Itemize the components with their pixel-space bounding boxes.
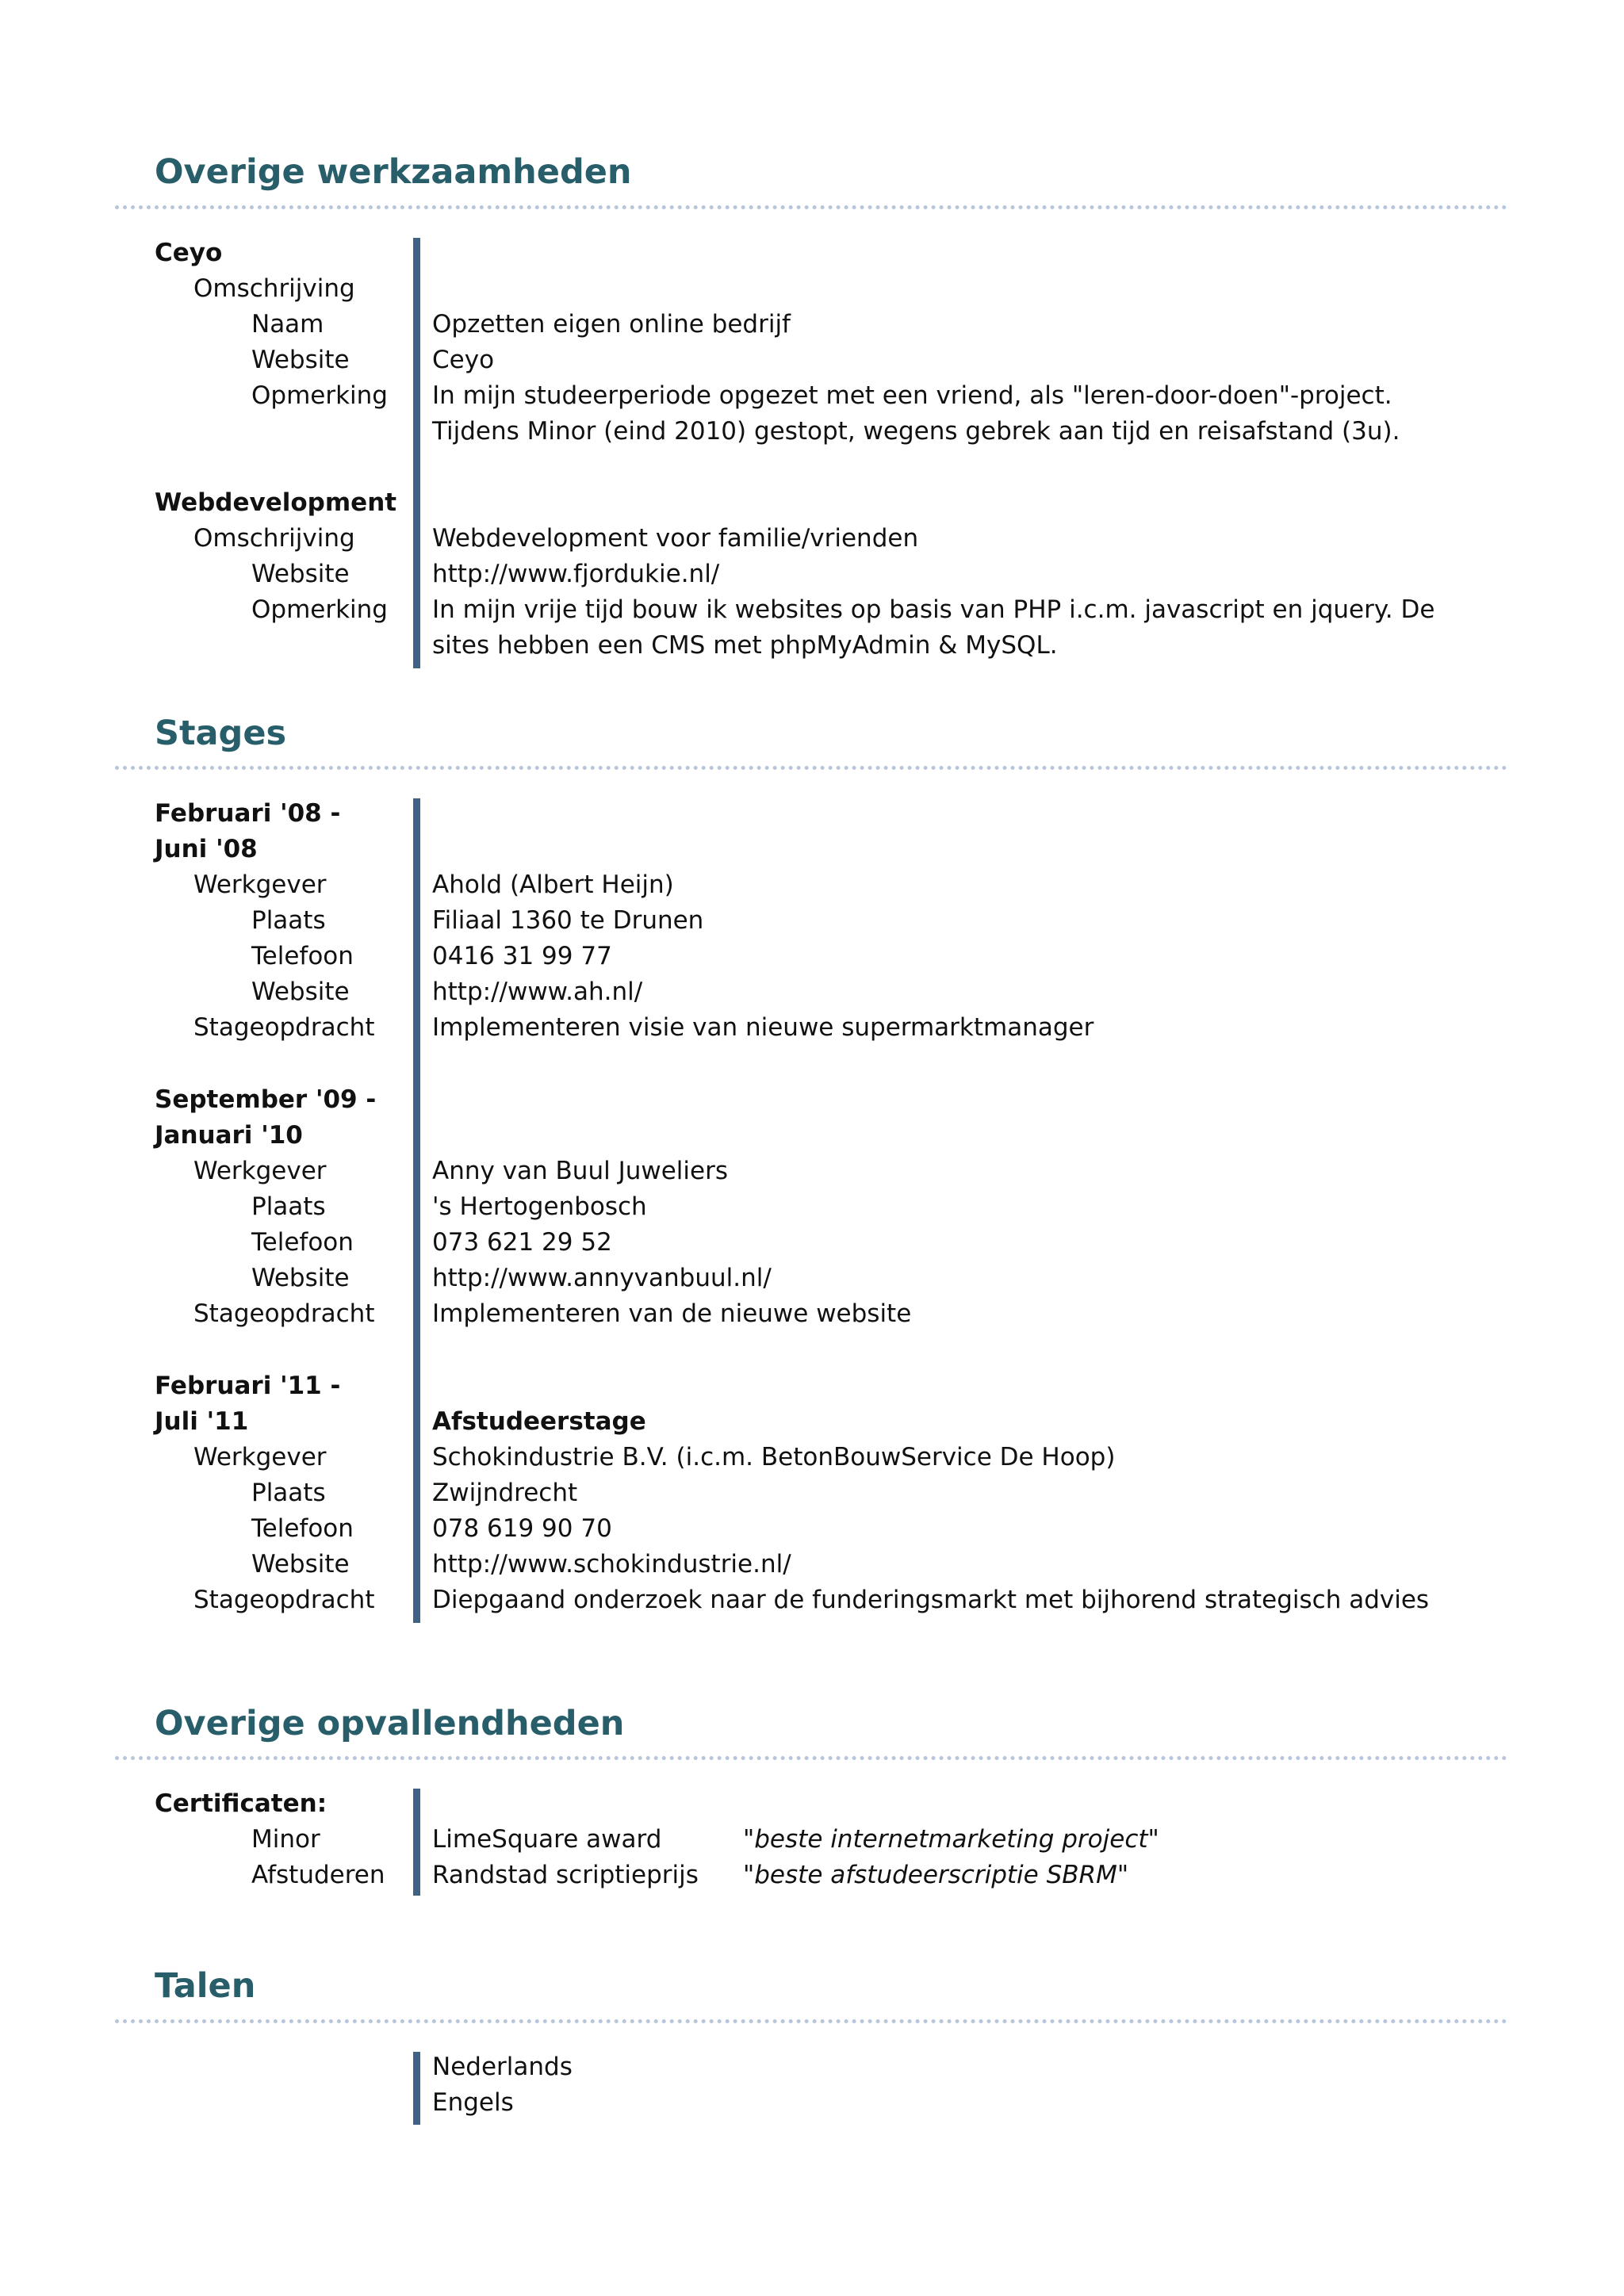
section-vertical-bar [413, 798, 420, 1623]
label-omschrijving: Omschrijving [193, 274, 355, 303]
stage-period-line1: Februari '08 - [155, 799, 341, 828]
label-werkgever: Werkgever [193, 871, 327, 899]
label-werkgever: Werkgever [193, 1157, 327, 1185]
language-item: Nederlands [432, 2053, 573, 2081]
label-plaats: Plaats [251, 906, 326, 935]
value-opmerking-line1: In mijn vrije tijd bouw ik websites op basis van PHP i.c.m. javascript en jquery. De [432, 595, 1435, 624]
label-stageopdracht: Stageopdracht [193, 1299, 375, 1328]
section-divider [115, 2019, 1507, 2023]
value-telefoon: 073 621 29 52 [432, 1228, 612, 1257]
value-omschrijving: Webdevelopment voor familie/vrienden [432, 524, 919, 553]
label-werkgever: Werkgever [193, 1443, 327, 1471]
value-website: Ceyo [432, 346, 495, 374]
value-website-link[interactable]: http://www.schokindustrie.nl/ [432, 1550, 791, 1578]
section-vertical-bar [413, 238, 420, 668]
value-opmerking-line2: sites hebben een CMS met phpMyAdmin & MySQL. [432, 631, 1058, 660]
section-divider [115, 205, 1507, 209]
value-opmerking-line2: Tijdens Minor (eind 2010) gestopt, wegens gebrek aan tijd en reisafstand (3u). [432, 417, 1400, 446]
value-website-link[interactable]: http://www.ah.nl/ [432, 978, 643, 1006]
value-certificate-name: Randstad scriptieprijs [432, 1861, 699, 1889]
label-omschrijving: Omschrijving [193, 524, 355, 553]
value-telefoon: 0416 31 99 77 [432, 942, 612, 970]
label-naam: Naam [251, 310, 324, 339]
label-stageopdracht: Stageopdracht [193, 1586, 375, 1614]
value-stageopdracht: Diepgaand onderzoek naar de funderingsmarkt met bijhorend strategisch advies [432, 1586, 1430, 1614]
stage-period-line1: September '09 - [155, 1085, 377, 1114]
entry-heading-ceyo: Ceyo [155, 239, 223, 267]
section-title-talen: Talen [155, 1966, 256, 2006]
value-telefoon: 078 619 90 70 [432, 1514, 612, 1543]
value-website-link[interactable]: http://www.fjordukie.nl/ [432, 560, 720, 588]
value-plaats: Filiaal 1360 te Drunen [432, 906, 704, 935]
value-stageopdracht: Implementeren van de nieuwe website [432, 1299, 912, 1328]
section-title-overige-werkzaamheden: Overige werkzaamheden [155, 152, 632, 192]
value-werkgever: Ahold (Albert Heijn) [432, 871, 674, 899]
value-certificate-quote: "beste afstudeerscriptie SBRM" [743, 1861, 1129, 1889]
stage-period-line2: Januari '10 [155, 1121, 303, 1150]
section-divider [115, 766, 1507, 770]
label-certificate: Minor [251, 1825, 320, 1854]
stage-period-line2: Juli '11 [155, 1407, 249, 1436]
label-website: Website [251, 978, 350, 1006]
value-naam: Opzetten eigen online bedrijf [432, 310, 791, 339]
stage-period-line2: Juni '08 [155, 835, 258, 863]
value-certificate-quote: "beste internetmarketing project" [743, 1825, 1159, 1854]
value-werkgever: Schokindustrie B.V. (i.c.m. BetonBouwService De Hoop) [432, 1443, 1116, 1471]
value-opmerking-line1: In mijn studeerperiode opgezet met een vriend, als "leren-door-doen"-project. [432, 381, 1392, 410]
label-telefoon: Telefoon [251, 1228, 354, 1257]
value-plaats: Zwijndrecht [432, 1479, 578, 1507]
stage-period-line1: Februari '11 - [155, 1372, 341, 1400]
label-telefoon: Telefoon [251, 942, 354, 970]
value-werkgever: Anny van Buul Juweliers [432, 1157, 728, 1185]
label-website: Website [251, 1550, 350, 1578]
language-item: Engels [432, 2088, 514, 2117]
label-plaats: Plaats [251, 1192, 326, 1221]
section-vertical-bar [413, 1789, 420, 1896]
value-plaats: 's Hertogenbosch [432, 1192, 647, 1221]
label-certificate: Afstuderen [251, 1861, 385, 1889]
label-website: Website [251, 1264, 350, 1292]
label-opmerking: Opmerking [251, 595, 388, 624]
entry-heading-webdevelopment: Webdevelopment [155, 488, 397, 517]
section-title-overige-opvallendheden: Overige opvallendheden [155, 1704, 625, 1743]
section-title-stages: Stages [155, 714, 287, 753]
value-certificate-name: LimeSquare award [432, 1825, 662, 1854]
label-telefoon: Telefoon [251, 1514, 354, 1543]
label-stageopdracht: Stageopdracht [193, 1013, 375, 1042]
section-divider [115, 1756, 1507, 1760]
stage-tag-afstudeerstage: Afstudeerstage [432, 1407, 646, 1436]
label-plaats: Plaats [251, 1479, 326, 1507]
value-website-link[interactable]: http://www.annyvanbuul.nl/ [432, 1264, 772, 1292]
section-vertical-bar [413, 2052, 420, 2125]
entry-heading-certificaten: Certificaten: [155, 1789, 327, 1818]
label-website: Website [251, 346, 350, 374]
label-opmerking: Opmerking [251, 381, 388, 410]
value-stageopdracht: Implementeren visie van nieuwe supermarktmanager [432, 1013, 1094, 1042]
label-website: Website [251, 560, 350, 588]
